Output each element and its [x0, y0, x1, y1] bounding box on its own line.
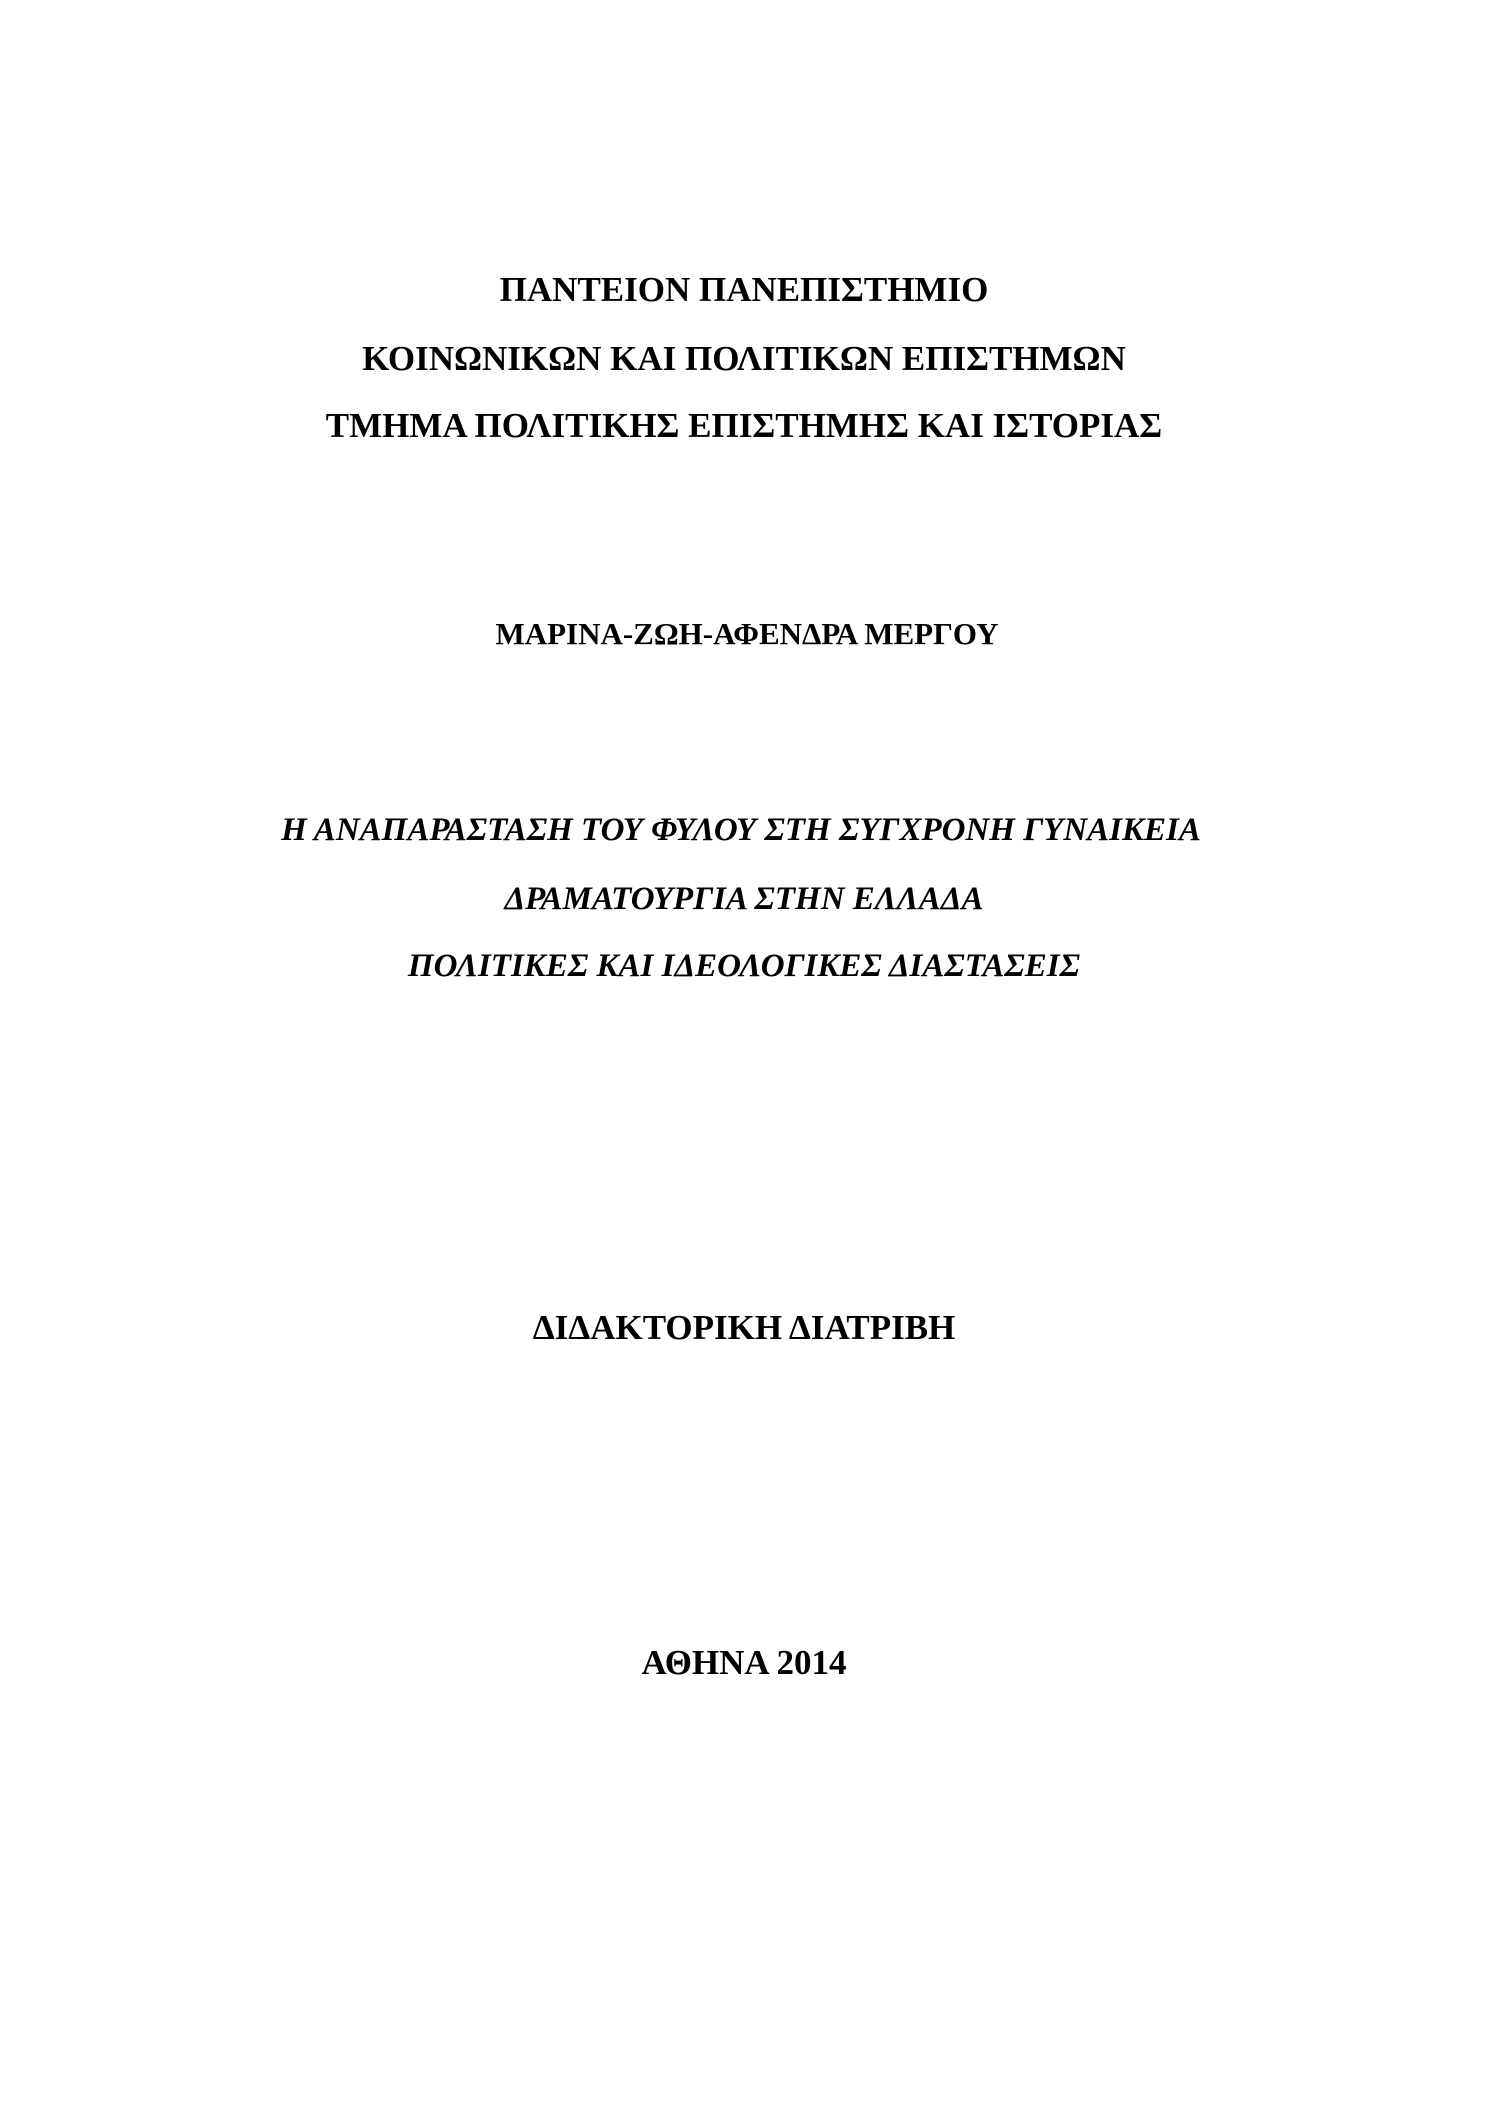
thesis-title-line-1: Η ΑΝΑΠΑΡΑΣΤΑΣΗ ΤΟΥ ΦΥΛΟΥ ΣΤΗ ΣΥΓΧΡΟΝΗ ΓΥΝΑΙΚΕΙΑ: [281, 812, 1201, 848]
school-name: ΚΟΙΝΩΝΙΚΩΝ ΚΑΙ ΠΟΛΙΤΙΚΩΝ ΕΠΙΣΤΗΜΩΝ: [362, 339, 1126, 378]
thesis-title-line-2: ΔΡΑΜΑΤΟΥΡΓΙΑ ΣΤΗΝ ΕΛΛΑΔΑ: [504, 881, 984, 917]
department-name: ΤΜΗΜΑ ΠΟΛΙΤΙΚΗΣ ΕΠΙΣΤΗΜΗΣ ΚΑΙ ΙΣΤΟΡΙΑΣ: [325, 406, 1163, 445]
author-name: ΜΑΡΙΝΑ-ΖΩΗ-ΑΦΕΝΔΡΑ ΜΕΡΓΟΥ: [495, 616, 999, 651]
institution-name: ΠΑΝΤΕΙΟΝ ΠΑΝΕΠΙΣΤΗΜΙΟ: [499, 270, 989, 309]
place-and-year: ΑΘΗΝΑ 2014: [641, 1643, 847, 1682]
document-type: ΔΙΔΑΚΤΟΡΙΚΗ ΔΙΑΤΡΙΒΗ: [532, 1308, 956, 1347]
thesis-title-line-3: ΠΟΛΙΤΙΚΕΣ ΚΑΙ ΙΔΕΟΛΟΓΙΚΕΣ ΔΙΑΣΤΑΣΕΙΣ: [407, 948, 1081, 984]
